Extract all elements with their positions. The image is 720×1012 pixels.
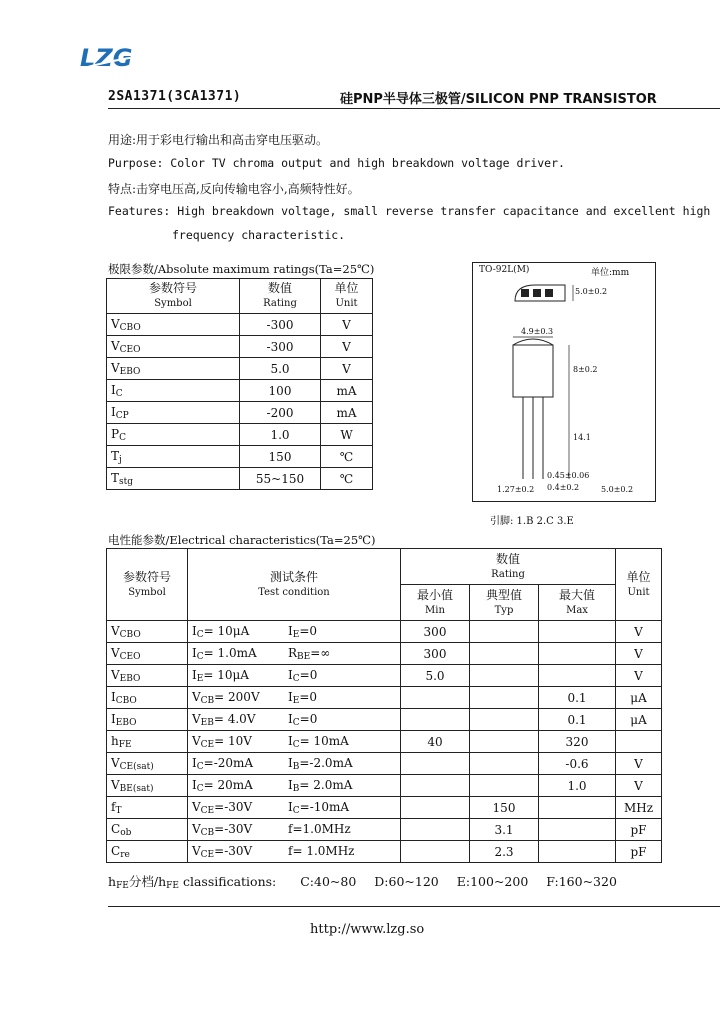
elec-max: 320 <box>539 731 616 753</box>
hfe-class-f: F:160~320 <box>546 874 617 889</box>
elec-row <box>107 731 662 753</box>
abs-row <box>107 336 373 358</box>
dim-span: 5.0±0.2 <box>601 485 634 494</box>
elec-row <box>107 797 662 819</box>
features-en-2: frequency characteristic. <box>172 228 346 242</box>
abs-unit: mA <box>321 380 373 402</box>
abs-symbol: $V_{CEO}$ <box>107 336 240 358</box>
elec-condition: $V_{CE}=-30V$ $I_C=-10mA$ <box>188 797 401 819</box>
features-cn: 特点:击穿电压高,反向传输电容小,高频特性好。 <box>108 182 360 196</box>
abs-max-table <box>106 278 373 490</box>
abs-unit-en: Unit <box>335 298 358 309</box>
hfe-class-d: D:60~120 <box>374 874 439 889</box>
abs-value: 150 <box>240 446 321 468</box>
abs-symbol: $P_C$ <box>107 424 240 446</box>
hfe-label-tail: classifications: <box>178 874 277 889</box>
elec-row <box>107 665 662 687</box>
dim-pitch: 1.27±0.2 <box>497 485 535 494</box>
elec-typ: 150 <box>470 797 539 819</box>
elec-typ <box>470 621 539 643</box>
elec-condition: $V_{CB}= 200V$ $I_E=0$ <box>188 687 401 709</box>
elec-max <box>539 797 616 819</box>
abs-symbol: $I_C$ <box>107 380 240 402</box>
purpose-cn: 用途:用于彩电行输出和高击穿电压驱动。 <box>108 133 329 147</box>
purpose-en: Purpose: Color TV chroma output and high breakdown voltage driver. <box>108 156 565 170</box>
elec-max <box>539 819 616 841</box>
footer-url: http://www.lzg.so <box>310 922 425 937</box>
elec-condition: $V_{CE}=-30V$ f= 1.0MHz <box>188 841 401 863</box>
abs-unit: V <box>321 336 373 358</box>
elec-unit-cn: 单位 <box>626 569 651 584</box>
dim-lead: 14.1 <box>573 433 591 442</box>
elec-symbol: $V_{EBO}$ <box>107 665 188 687</box>
elec-symbol: $C_{re}$ <box>107 841 188 863</box>
elec-typ-cn: 典型值 <box>485 587 522 602</box>
elec-condition: $I_C= 20mA$ $I_B= 2.0mA$ <box>188 775 401 797</box>
elec-unit: μA <box>616 709 662 731</box>
elec-min: 5.0 <box>401 665 470 687</box>
elec-max <box>539 665 616 687</box>
elec-max <box>539 621 616 643</box>
abs-row <box>107 314 373 336</box>
dim-lead-t: 0.4±0.2 <box>547 483 580 492</box>
abs-row <box>107 446 373 468</box>
dim-lead-w: 0.45±0.06 <box>547 471 590 480</box>
abs-row <box>107 380 373 402</box>
elec-typ: 3.1 <box>470 819 539 841</box>
elec-cond-en: Test condition <box>258 586 330 598</box>
abs-symbol: $V_{EBO}$ <box>107 358 240 380</box>
elec-typ <box>470 687 539 709</box>
elec-condition: $I_C= 1.0mA$ $R_{BE}=\infty$ <box>188 643 401 665</box>
abs-symbol: $I_{CP}$ <box>107 402 240 424</box>
elec-typ <box>470 643 539 665</box>
elec-unit: V <box>616 621 662 643</box>
elec-min <box>401 753 470 775</box>
package-unit: 单位:mm <box>591 268 630 278</box>
hfe-class-c: C:40~80 <box>300 874 357 889</box>
abs-unit: W <box>321 424 373 446</box>
abs-unit: ℃ <box>321 446 373 468</box>
elec-row <box>107 841 662 863</box>
elec-row <box>107 819 662 841</box>
elec-title: 电性能参数/Electrical characteristics(Ta=25℃) <box>108 533 376 547</box>
elec-min <box>401 819 470 841</box>
abs-unit: mA <box>321 402 373 424</box>
elec-row <box>107 687 662 709</box>
elec-unit: V <box>616 775 662 797</box>
elec-typ <box>470 709 539 731</box>
elec-min <box>401 687 470 709</box>
elec-symbol-en: Symbol <box>128 586 166 598</box>
elec-condition: $I_C= 10\mu A$ $I_E=0$ <box>188 621 401 643</box>
abs-value: 100 <box>240 380 321 402</box>
abs-value: -300 <box>240 314 321 336</box>
part-number: 2SA1371(3CA1371) <box>108 89 242 104</box>
abs-symbol-en: Symbol <box>154 298 192 309</box>
elec-min <box>401 797 470 819</box>
elec-typ <box>470 753 539 775</box>
hfe-label: h <box>108 874 117 889</box>
elec-max-en: Max <box>566 604 588 616</box>
abs-symbol-cn: 参数符号 <box>148 281 197 295</box>
elec-typ-en: Typ <box>494 604 514 616</box>
dim-width: 4.9±0.3 <box>521 327 554 336</box>
elec-max: 1.0 <box>539 775 616 797</box>
elec-min: 300 <box>401 621 470 643</box>
elec-symbol: $V_{CBO}$ <box>107 621 188 643</box>
elec-unit <box>616 731 662 753</box>
abs-rating-en: Rating <box>263 298 297 309</box>
abs-unit: V <box>321 314 373 336</box>
abs-row <box>107 402 373 424</box>
elec-unit: pF <box>616 819 662 841</box>
elec-max-cn: 最大值 <box>558 587 595 602</box>
elec-row <box>107 775 662 797</box>
elec-cond-cn: 测试条件 <box>269 569 318 584</box>
elec-symbol-cn: 参数符号 <box>122 569 171 584</box>
elec-condition: $V_{CB}=-30V$ f=1.0MHz <box>188 819 401 841</box>
elec-rating-en: Rating <box>491 568 525 580</box>
abs-max-title: 极限参数/Absolute maximum ratings(Ta=25℃) <box>108 262 375 276</box>
elec-row <box>107 709 662 731</box>
abs-value: -300 <box>240 336 321 358</box>
abs-unit-cn: 单位 <box>334 281 359 295</box>
elec-min-cn: 最小值 <box>416 587 453 602</box>
elec-unit: V <box>616 643 662 665</box>
lzg-logo <box>80 44 160 72</box>
header-rule <box>108 108 720 109</box>
elec-min-en: Min <box>425 604 445 616</box>
elec-row <box>107 621 662 643</box>
elec-min: 40 <box>401 731 470 753</box>
elec-unit-en: Unit <box>627 586 650 598</box>
elec-row <box>107 643 662 665</box>
elec-symbol: $V_{BE(sat)}$ <box>107 775 188 797</box>
elec-unit: V <box>616 665 662 687</box>
package-outline-svg <box>473 263 655 501</box>
elec-symbol: $I_{EBO}$ <box>107 709 188 731</box>
features-en: Features: High breakdown voltage, small reverse transfer capacitance and excellent high <box>108 204 711 218</box>
elec-typ: 2.3 <box>470 841 539 863</box>
pin-assignment: 引脚: 1.B 2.C 3.E <box>490 516 574 527</box>
elec-symbol: $V_{CE(sat)}$ <box>107 753 188 775</box>
abs-row <box>107 358 373 380</box>
header-title: 硅PNP半导体三极管/SILICON PNP TRANSISTOR <box>340 92 657 107</box>
elec-row <box>107 753 662 775</box>
abs-unit: V <box>321 358 373 380</box>
elec-min: 300 <box>401 643 470 665</box>
elec-unit: MHz <box>616 797 662 819</box>
elec-max: 0.1 <box>539 687 616 709</box>
elec-min <box>401 709 470 731</box>
abs-row <box>107 468 373 490</box>
package-drawing <box>472 262 656 502</box>
elec-min <box>401 775 470 797</box>
hfe-label-sub: FE <box>116 881 129 891</box>
elec-symbol: $C_{ob}$ <box>107 819 188 841</box>
package-name: TO-92L(M) <box>479 265 530 275</box>
abs-symbol: $V_{CBO}$ <box>107 314 240 336</box>
abs-rating-cn: 数值 <box>267 281 292 295</box>
elec-typ <box>470 775 539 797</box>
abs-value: 1.0 <box>240 424 321 446</box>
hfe-label-rest: 分档/h <box>128 874 167 889</box>
footer-rule <box>108 906 720 907</box>
elec-max: -0.6 <box>539 753 616 775</box>
elec-max: 0.1 <box>539 709 616 731</box>
elec-max <box>539 643 616 665</box>
elec-symbol: $V_{CEO}$ <box>107 643 188 665</box>
abs-symbol: $T_j$ <box>107 446 240 468</box>
dim-depth: 5.0±0.2 <box>575 287 608 296</box>
abs-unit: ℃ <box>321 468 373 490</box>
elec-condition: $V_{EB}= 4.0V$ $I_C=0$ <box>188 709 401 731</box>
elec-min <box>401 841 470 863</box>
elec-unit: μA <box>616 687 662 709</box>
dim-body: 8±0.2 <box>573 365 598 374</box>
elec-symbol: $h_{FE}$ <box>107 731 188 753</box>
elec-condition: $I_C=-20mA$ $I_B=-2.0mA$ <box>188 753 401 775</box>
hfe-label-sub2: FE <box>166 881 179 891</box>
abs-value: -200 <box>240 402 321 424</box>
abs-value: 5.0 <box>240 358 321 380</box>
elec-max <box>539 841 616 863</box>
svg-text:LZG: LZG <box>80 44 133 72</box>
elec-table <box>106 548 662 863</box>
elec-unit: pF <box>616 841 662 863</box>
hfe-class-e: E:100~200 <box>456 874 529 889</box>
elec-typ <box>470 665 539 687</box>
abs-value: 55~150 <box>240 468 321 490</box>
abs-row <box>107 424 373 446</box>
elec-symbol: $I_{CBO}$ <box>107 687 188 709</box>
elec-condition: $V_{CE}= 10V$ $I_C= 10mA$ <box>188 731 401 753</box>
elec-typ <box>470 731 539 753</box>
elec-condition: $I_E= 10\mu A$ $I_C=0$ <box>188 665 401 687</box>
abs-symbol: $T_{stg}$ <box>107 468 240 490</box>
elec-unit: V <box>616 753 662 775</box>
hfe-line <box>108 872 617 891</box>
elec-rating-cn: 数值 <box>495 551 520 566</box>
elec-symbol: $f_T$ <box>107 797 188 819</box>
